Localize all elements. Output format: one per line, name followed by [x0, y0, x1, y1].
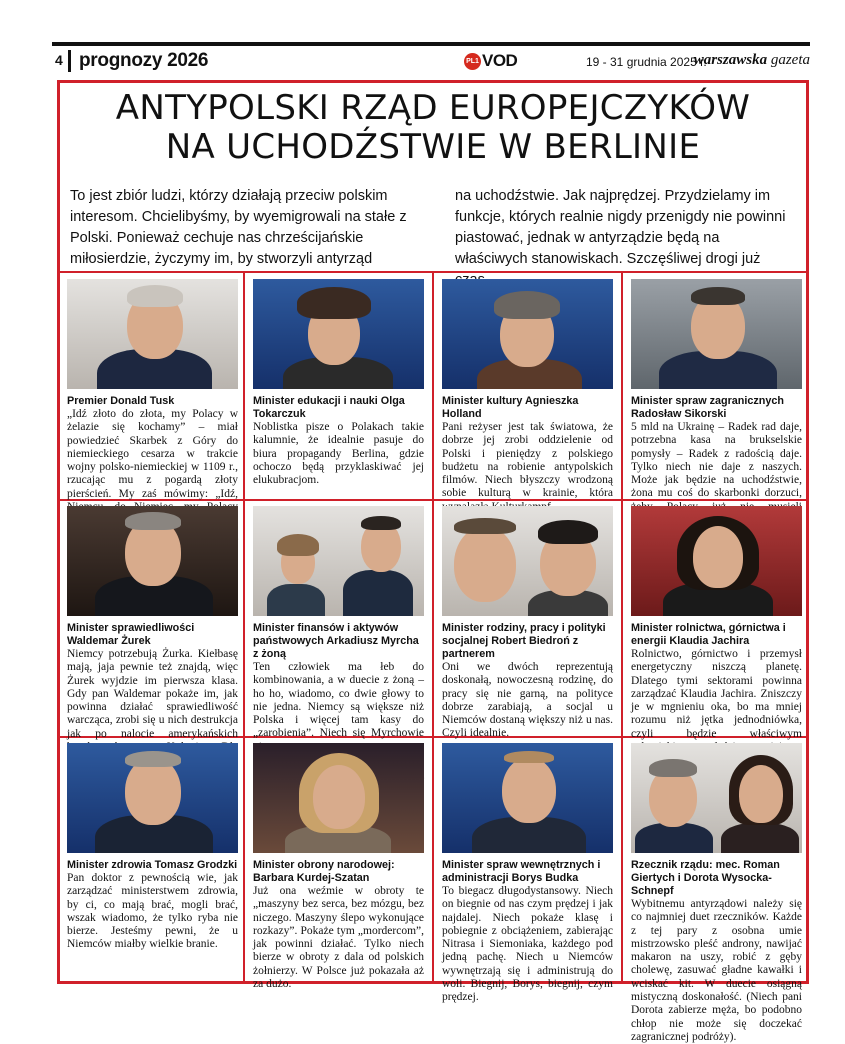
card-text: „Idź złoto do złota, my Polacy w żelazie się kochamy” – miał powiedzieć Skarbek z Góry do niemieckiego cesarza w trakcie wojny polsko-niemieckiej w 1109 r., rzucając mu z pogardą złoty pierścień. My zaś mówimy: „Idź,	[67, 408, 238, 500]
page-header	[52, 42, 810, 76]
card-text: Pan doktor z pewnością wie, jak zarządzać ministerstwem zdrowia, by ci, co mają brać, mogli brać, wszak wiadomo, że tylko ryba nie bierze. Jesteśmy pewni, że u Niemców miałby wielkie branie.	[67, 872, 238, 951]
card-text: Pani reżyser jest tak światowa, że dobrze jej zrobi oddzielenie od Polski i pieniędzy z polskiego budżetu na robienie antypolskich filmów. Niech błyszczy wrodzoną sobie kulturą w krainie, która	[442, 421, 613, 500]
portrait-photo	[67, 743, 238, 853]
logo-badge: PL1	[464, 53, 481, 70]
card-text: Rolnictwo, górnictwo i przemysł energetyczny niszczą planetę. Dlatego tymi sektorami powinna zarządzać Klaudia Jachira. Zniszczy je w mgnieniu oka, bo ma mniej rozumu niż jętka jednodniówka, czyli będzie właściwym	[631, 648, 802, 740]
portrait-photo	[442, 506, 613, 616]
card-text: Noblistka pisze o Polakach takie kalumnie, że idealnie pasuje do biura propagandy Berlina, gdzie ochoczo będą przyklaskiwać jej elukubracjom.	[253, 421, 424, 487]
grid-divider-col-2	[432, 273, 434, 981]
portrait-photo	[631, 506, 802, 616]
card-text: Niemcy potrzebują Żurka. Kiełbasę mają, jaja pewnie też znajdą, więc Żurek wyjdzie im pierwsza klasa. Gdy pan Waldemar pokaże im, jak powinna działać sprawiedliwość warcząca, zrobi się u nich destrukcja jak po nalocie amerykańskich	[67, 648, 238, 740]
portrait-photo	[67, 506, 238, 616]
card-title: Minister spraw zagranicznych Radosław Sikorski	[631, 395, 785, 420]
card-title: Minister finansów i aktywów państwowych Arkadiusz Myrcha z żoną	[253, 622, 419, 660]
card-title: Minister obrony narodowej: Barbara Kurdej-Szatan	[253, 859, 395, 884]
portrait-photo	[631, 279, 802, 389]
card-tokarczuk	[253, 279, 424, 487]
card-text: Oni we dwóch reprezentują doskonałą, nowoczesną rodzinę, do pracy się nie garną, na polityce dobrze zarabiają, a socjal u Niemców dostaną większy niż u nas. Czyli idealnie.	[442, 661, 613, 740]
card-title: Minister rolnictwa, górnictwa i energii Klaudia Jachira	[631, 622, 786, 647]
card-kurdej-szatan	[253, 743, 424, 991]
card-sikorski	[631, 279, 802, 527]
card-title: Premier Donald Tusk	[67, 395, 175, 407]
grid-divider-col-1	[243, 273, 245, 981]
headline-line-2: NA UCHODŹSTWIE W BERLINIE	[165, 127, 701, 167]
lead-column-2: na uchodźstwie. Jak najprędzej. Przydzielamy im funkcje, których realnie nigdy przenigdy nie powinni piastować, jednak w antyrządzie będą na właściwych stanowiskach. Szczęśliwej drogi już	[455, 188, 786, 267]
card-text: Wybitnemu antyrządowi należy się co najmniej duet rzeczników. Każde z tej pary z osobna umie mistrzowsko pleść androny, nawijać makaron na uszy, robić z gęby cholewę, zasuwać gładne kawałki i wciskać kit. W duecie osiągną mistyczną doskonałość. (Niech pani Dorota zabierze męża, bo podobno chłop nie może się doczekać zagranicznej podróży).	[631, 898, 802, 1043]
issue-date: 19 - 31 grudnia 2025 r.	[586, 55, 707, 69]
portrait-photo	[253, 279, 424, 389]
article-headline	[60, 89, 806, 167]
paper-name-bold: warszawska	[693, 52, 768, 68]
portrait-photo	[253, 506, 424, 616]
card-title: Minister kultury Agnieszka Holland	[442, 395, 579, 420]
grid-divider-col-3	[621, 273, 623, 981]
portrait-photo	[253, 743, 424, 853]
card-zurek	[67, 506, 238, 768]
card-budka	[442, 743, 613, 1005]
section-title: prognozy 2026	[68, 50, 208, 72]
card-text: To biegacz długodystansowy. Niech on biegnie od nas czym prędzej i jak najdalej. Niech pokaże klasę i pobiegnie z obciążeniem, zabierając Nitrasa i Siemoniaka, każdego pod jedną pachę. Niech u Niemców wywnętrzają się i administrują do woli. Biegnij, Borys, biegnij, czym prędzej.	[442, 885, 613, 1004]
portrait-photo	[67, 279, 238, 389]
card-title: Rzecznik rządu: mec. Roman Giertych i Dorota Wysocka-Schnepf	[631, 859, 780, 897]
article-frame	[57, 80, 809, 1043]
pl1vod-logo	[464, 51, 517, 71]
card-text: 5 mld na Ukrainę – Radek rad daje, potrzebna kasa na brukselskie pomysły – Radek z radością daje. Tylko niech nie daje z naszych. Może jak będzie na uchodźstwie, żona mu coś do skarbonki dorzuci,	[631, 421, 802, 500]
card-giertych-wysocka	[631, 743, 802, 1044]
portrait-photo	[442, 743, 613, 853]
card-text: Już ona weźmie w obroty te „maszyny bez serca, bez mózgu, bez niczego. Maszyny ślepo wykonujące rozkazy”. Pokaże tym „mordercom”, jak powinni działać. Tylko niech bierze w obroty z dala od polskich żołnierzy. W Polsce już pokazała aż za dużo.	[253, 885, 424, 991]
card-jachira	[631, 506, 802, 754]
card-grodzki	[67, 743, 238, 952]
logo-text: VOD	[482, 51, 518, 70]
card-title: Minister sprawiedliwości Waldemar Żurek	[67, 622, 195, 647]
lead-column-1: To jest zbiór ludzi, którzy działają przeciw polskim interesom. Chcielibyśmy, by wyemigrowali na stałe z Polski. Ponieważ cechuje nas chrześcijańskie miłosierdzie, życzymy im, by stworzyli antyrząd	[70, 188, 407, 267]
paper-name-light: gazeta	[770, 52, 810, 68]
portrait-photo	[442, 279, 613, 389]
card-title: Minister spraw wewnętrznych i administracji Borys Budka	[442, 859, 601, 884]
card-holland	[442, 279, 613, 514]
portrait-photo	[631, 743, 802, 853]
card-title: Minister rodziny, pracy i polityki socjalnej Robert Biedroń z partnerem	[442, 622, 606, 660]
card-text: Ten człowiek ma łeb do kombinowania, a w duecie z żoną – ho ho, wiadomo, co dwie głowy to nie jedna. Niemcy są większe niż Polska i więcej tam kasy do „zarobienia”. Niech się Myrchowie	[253, 661, 424, 740]
paper-name	[694, 52, 810, 69]
headline-line-1: ANTYPOLSKI RZĄD EUROPEJCZYKÓW	[115, 88, 751, 128]
card-title: Minister edukacji i nauki Olga Tokarczuk	[253, 395, 405, 420]
card-title: Minister zdrowia Tomasz Grodzki	[67, 859, 238, 871]
page-number: 4	[55, 52, 63, 68]
card-biedron	[442, 506, 613, 741]
